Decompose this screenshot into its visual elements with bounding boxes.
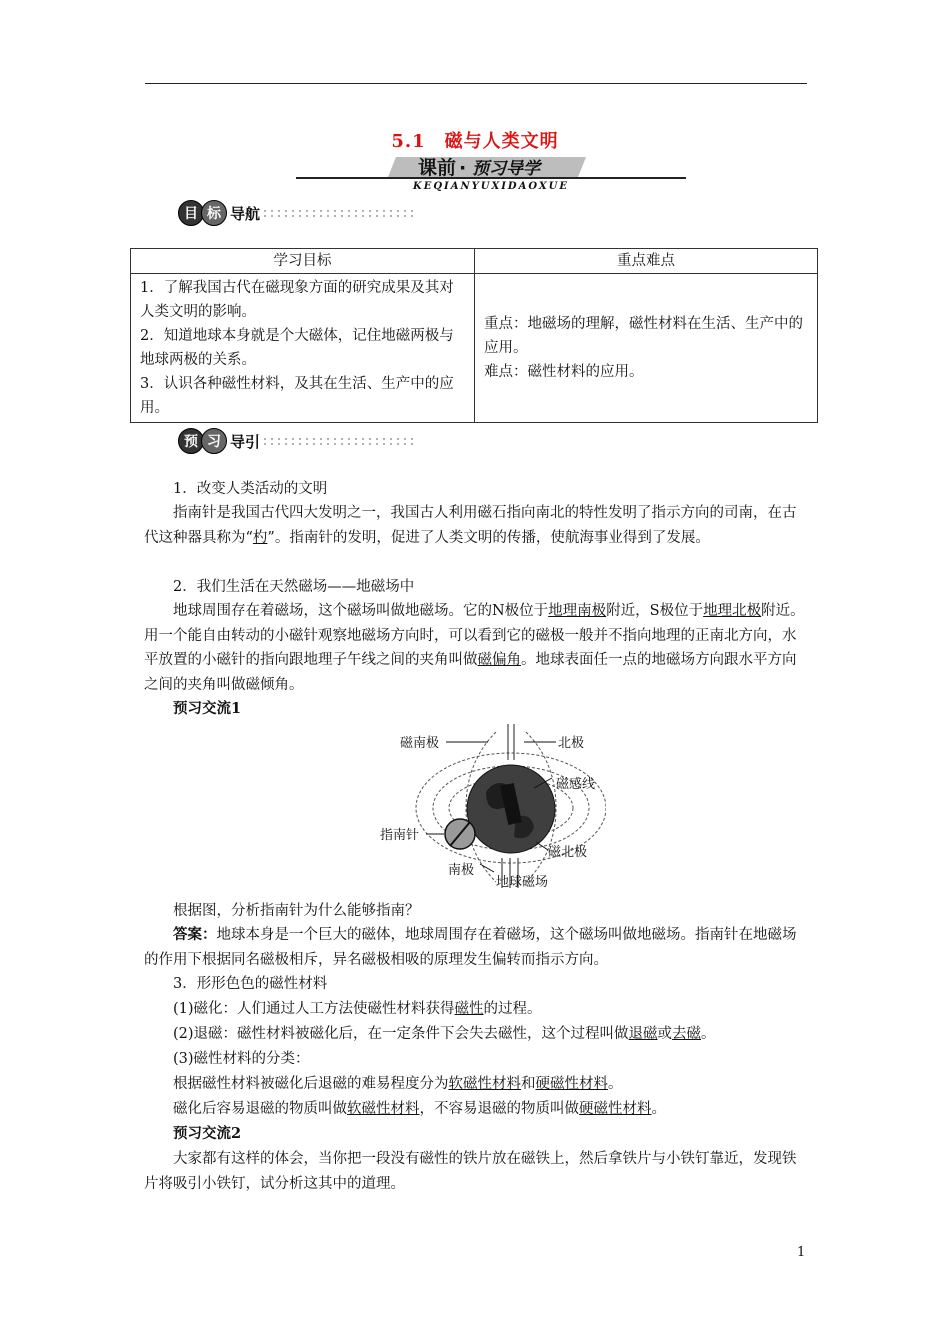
item-demagnetization: (2)退磁：磁性材料被磁化后，在一定条件下会失去磁性，这个过程叫做退磁或去磁。 [173,1026,716,1042]
blank-answer: 杓 [252,529,268,546]
key-points-cell [475,274,818,423]
banner-dot: · [459,157,467,179]
table-header-goals: 学习目标 [131,249,475,274]
goal-item: 3．认识各种磁性材料，及其在生活、生产中的应用。 [140,376,454,416]
section-tag-preview [178,427,418,455]
header-rule [145,83,807,84]
paragraph-soft-hard: 磁化后容易退磁的物质叫做软磁性材料，不容易退磁的物质叫做硬磁性材料。 [173,1101,666,1117]
label-magnetic-south: 磁南极 [400,736,440,751]
blank-answer: 退磁 [628,1026,658,1042]
section-tag-goals [178,199,418,227]
key-point-item: 难点：磁性材料的应用。 [484,364,644,380]
goal-item: 2．知道地球本身就是个大磁体，记住地磁两极与地球两极的关系。 [140,328,454,368]
exercise-1-heading: 预习交流1 [173,700,242,717]
key-point-item: 重点：地磁场的理解，磁性材料在生活、生产中的应用。 [484,316,803,356]
tag-word: 导引 [230,432,261,451]
blank-answer: 去磁 [672,1026,702,1042]
table-header-key-points: 重点难点 [475,249,818,274]
section-banner [296,155,686,181]
blank-answer: 软磁性材料 [347,1101,420,1117]
earth-magnetic-field-figure [376,722,606,890]
question-1: 根据图，分析指南针为什么能够指南？ [173,903,420,919]
blank-answer: 硬磁性材料 [579,1101,652,1117]
tag-word: 导航 [230,204,261,223]
goals-cell [131,274,475,423]
blank-answer: 磁偏角 [477,652,521,668]
item-classification: (3)磁性材料的分类： [173,1051,310,1067]
label-field-lines: 磁感线 [556,777,596,792]
paragraph-exercise-2: 大家都有这样的体会，当你把一段没有磁性的铁片放在磁铁上，然后拿铁片与小铁钉靠近，发现铁片将吸引小铁钉，试分析这其中的道理。 [144,1151,797,1192]
banner-subtitle: KEQIANYUXIDAOXUE [413,181,569,192]
tag-char-2: 习 [201,428,227,454]
blank-answer: 磁性 [454,1001,484,1017]
tag-char-1: 目 [178,200,204,226]
tag-dots [264,210,418,217]
blank-answer: 地理北极 [703,603,762,619]
label-magnetic-north: 磁北极 [548,845,588,860]
banner-main: 课前 [418,157,457,179]
tag-char-2: 标 [201,200,227,226]
heading-2: 2．我们生活在天然磁场——地磁场中 [173,579,415,595]
goal-item: 1．了解我国古代在磁现象方面的研究成果及其对人类文明的影响。 [140,280,454,320]
answer-1: 答案：地球本身是一个巨大的磁体，地球周围存在着磁场，这个磁场叫做地磁场。指南针在地磁场的作用下根据同名磁极相斥，异名磁极相吸的原理发生偏转而指示方向。 [144,926,797,968]
paragraph-classification: 根据磁性材料被磁化后退磁的难易程度分为软磁性材料和硬磁性材料。 [173,1076,623,1092]
heading-3: 3．形形色色的磁性材料 [173,976,328,992]
blank-answer: 地理南极 [548,603,607,619]
exercise-2-heading: 预习交流2 [173,1125,242,1142]
label-south-pole: 南极 [448,863,475,878]
tag-char-1: 预 [178,428,204,454]
paragraph-compass: 指南针是我国古代四大发明之一，我国古人利用磁石指向南北的特性发明了指示方向的司南，在古代这种器具称为“杓”。指南针的发明，促进了人类文明的传播，使航海事业得到了发展。 [144,505,797,546]
paragraph-geomagnetic: 地球周围存在着磁场，这个磁场叫做地磁场。它的N极位于地理南极附近，S极位于地理北极附近。用一个能自由转动的小磁针观察地磁场方向时，可以看到它的磁极一般并不指向地理的正南北方向，水平放置的小磁针的指向跟地理子午线之间的夹角叫做磁偏角。地球表面任一点的地磁场方向跟水平方向之间的夹角叫做磁倾角。 [144,603,805,693]
banner-tail: 预习导学 [472,159,540,179]
page-title: 5.1 磁与人类文明 [391,131,559,152]
answer-label: 答案： [173,926,217,943]
label-earth-field: 地球磁场 [496,875,549,890]
page-number: 1 [797,1245,806,1260]
item-magnetization: (1)磁化：人们通过人工方法使磁性材料获得磁性的过程。 [173,1001,542,1017]
blank-answer: 软磁性材料 [448,1076,521,1092]
label-compass: 指南针 [380,828,420,843]
tag-dots [264,438,418,445]
heading-1: 1．改变人类活动的文明 [173,481,328,497]
label-north-pole: 北极 [558,736,585,751]
blank-answer: 硬磁性材料 [535,1076,608,1092]
goals-table [130,248,818,423]
